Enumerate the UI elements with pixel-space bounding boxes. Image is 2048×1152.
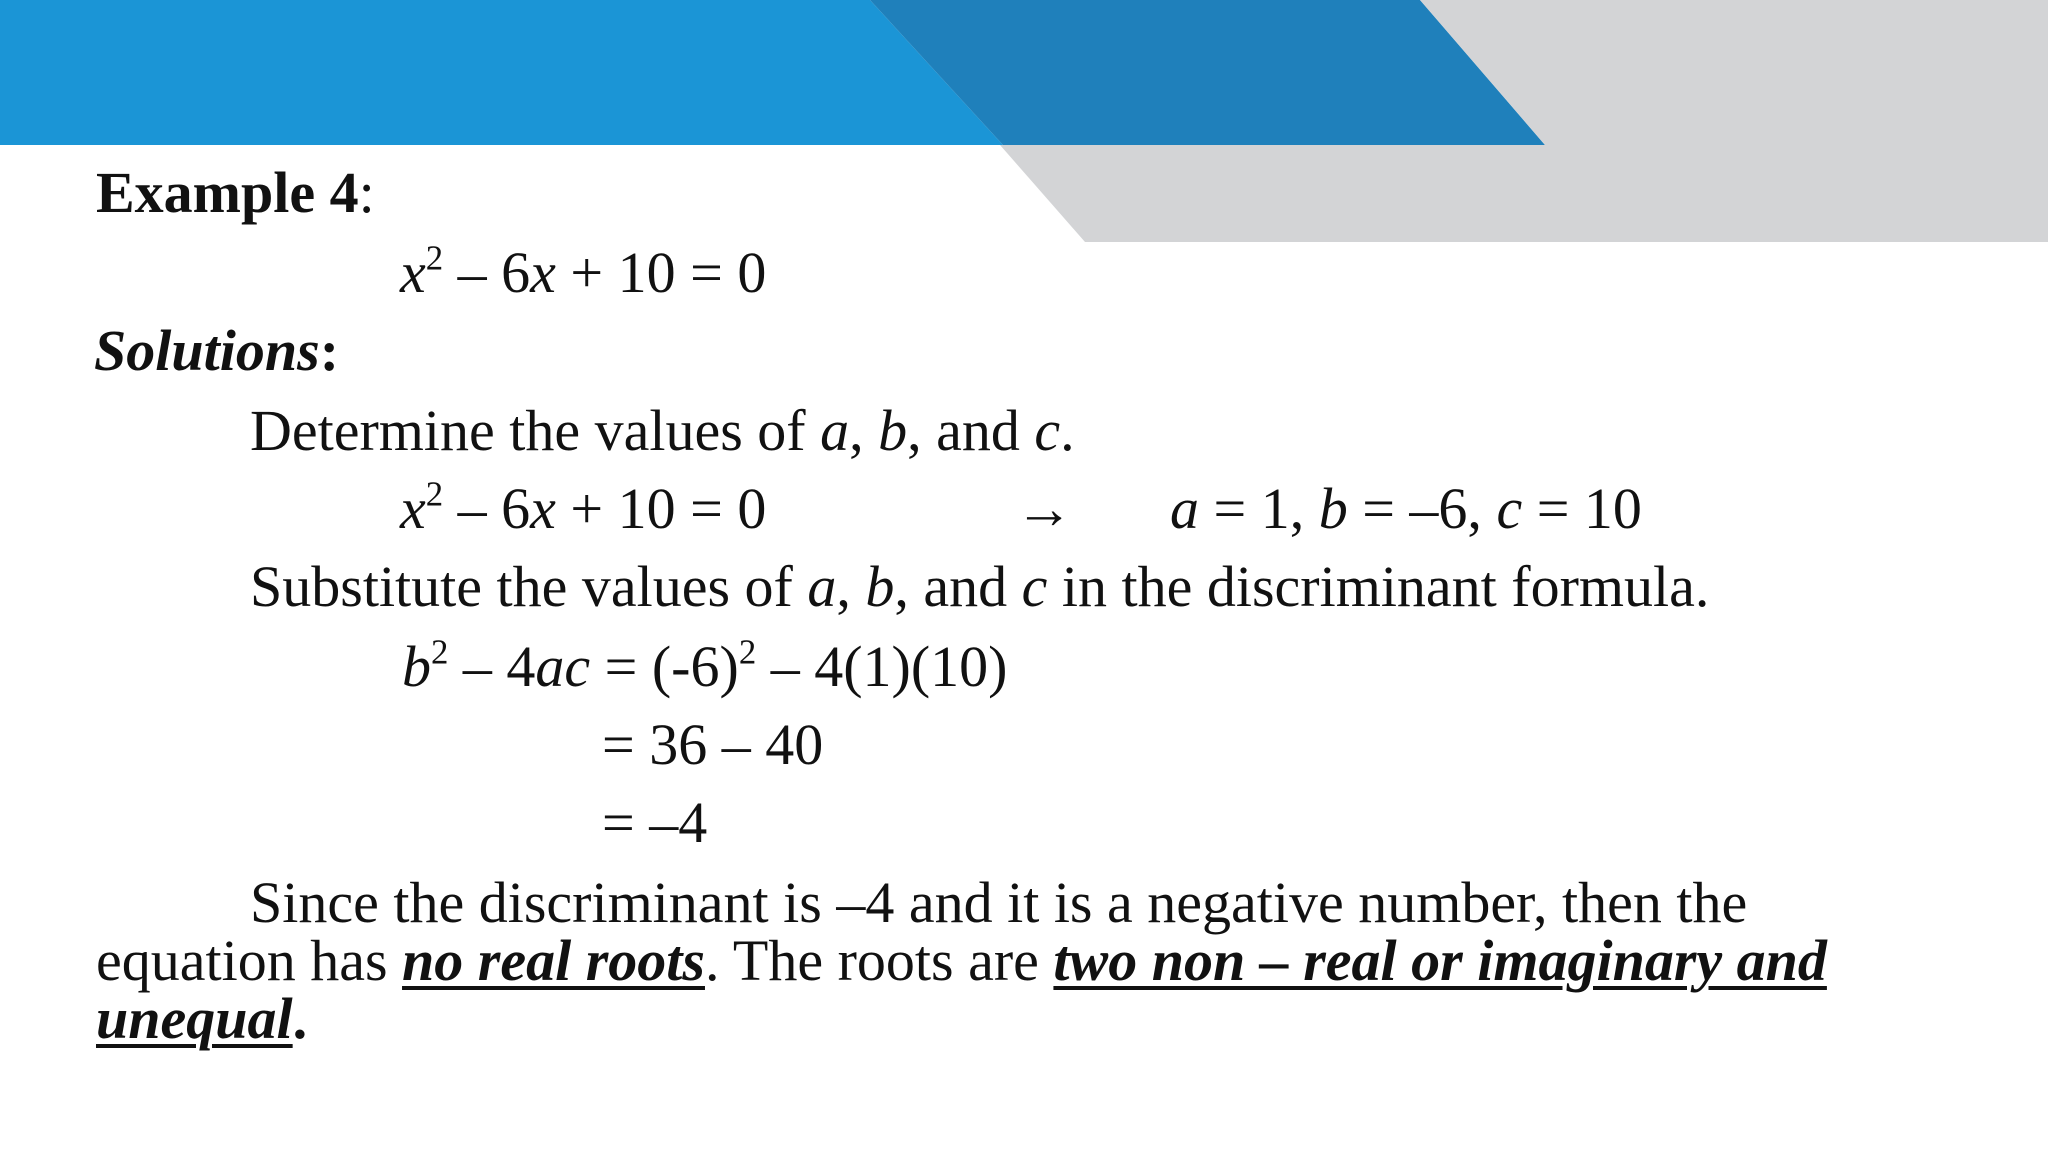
- step-text: Substitute the values of: [250, 554, 808, 619]
- var-b: b: [878, 398, 908, 463]
- solutions-heading: [94, 318, 340, 383]
- value-c: = 10: [1522, 476, 1642, 541]
- example-heading-colon: :: [358, 160, 375, 225]
- example-heading: [96, 160, 375, 225]
- conclusion-line-3: [96, 986, 308, 1051]
- var-b: b: [865, 554, 895, 619]
- step-text: Determine the values of: [250, 398, 821, 463]
- step-substitute: [250, 554, 1710, 619]
- value-a: = 1,: [1199, 476, 1319, 541]
- value-b: = –6,: [1347, 476, 1497, 541]
- banner-gray-shape: [1000, 145, 2048, 242]
- step-text: , and: [907, 398, 1035, 463]
- var-a: a: [1170, 476, 1199, 541]
- discriminant-line-2: = 36 – 40: [602, 712, 824, 777]
- conclusion-line-1: Since the discriminant is –4 and it is a negative number, then the: [250, 870, 1748, 935]
- solutions-colon: :: [319, 318, 340, 383]
- equation-part: – 4: [448, 634, 536, 699]
- var-x: x: [530, 476, 556, 541]
- arrow-icon: →: [1015, 476, 1073, 541]
- step-text: , and: [894, 554, 1022, 619]
- equation-part: + 10 = 0: [555, 240, 767, 305]
- unequal-emphasis: unequal: [96, 986, 293, 1051]
- banner-blue-light-shape: [0, 0, 1003, 145]
- equation-part: – 4(1)(10): [756, 634, 1008, 699]
- coefficient-equation: [400, 474, 767, 541]
- step-text: .: [1060, 398, 1075, 463]
- step-text: ,: [836, 554, 866, 619]
- discriminant-line-1: [402, 632, 1008, 699]
- exponent: 2: [431, 632, 449, 672]
- var-b: b: [1318, 476, 1348, 541]
- step-text: in the discriminant formula.: [1047, 554, 1710, 619]
- equation-part: – 6: [443, 240, 531, 305]
- discriminant-line-3: = –4: [602, 790, 708, 855]
- exponent: 2: [425, 474, 444, 514]
- conclusion-line-2: [96, 928, 1827, 993]
- conclusion-period: .: [292, 986, 308, 1051]
- step-determine: [250, 398, 1075, 463]
- exponent: 2: [425, 238, 444, 278]
- var-c: c: [1034, 398, 1061, 463]
- coefficient-values: [1170, 476, 1642, 541]
- roots-description-emphasis: two non – real or imaginary and: [1053, 928, 1827, 993]
- var-ac: ac: [535, 634, 591, 699]
- conclusion-text: . The roots are: [704, 928, 1054, 993]
- var-x: x: [400, 240, 426, 305]
- step-text: ,: [849, 398, 879, 463]
- equation-part: + 10 = 0: [555, 476, 767, 541]
- equation-part: = (-6): [590, 634, 739, 699]
- var-a: a: [807, 554, 837, 619]
- var-a: a: [820, 398, 850, 463]
- main-equation: [400, 238, 767, 305]
- conclusion-text: equation has: [96, 928, 403, 993]
- var-b: b: [402, 634, 431, 699]
- var-x: x: [400, 476, 426, 541]
- var-x: x: [530, 240, 556, 305]
- exponent: 2: [738, 632, 757, 672]
- equation-part: – 6: [443, 476, 531, 541]
- example-heading-label: Example 4: [96, 160, 359, 225]
- var-c: c: [1021, 554, 1048, 619]
- var-c: c: [1496, 476, 1523, 541]
- no-real-roots-emphasis: no real roots: [402, 928, 705, 993]
- solutions-label: Solutions: [94, 318, 320, 383]
